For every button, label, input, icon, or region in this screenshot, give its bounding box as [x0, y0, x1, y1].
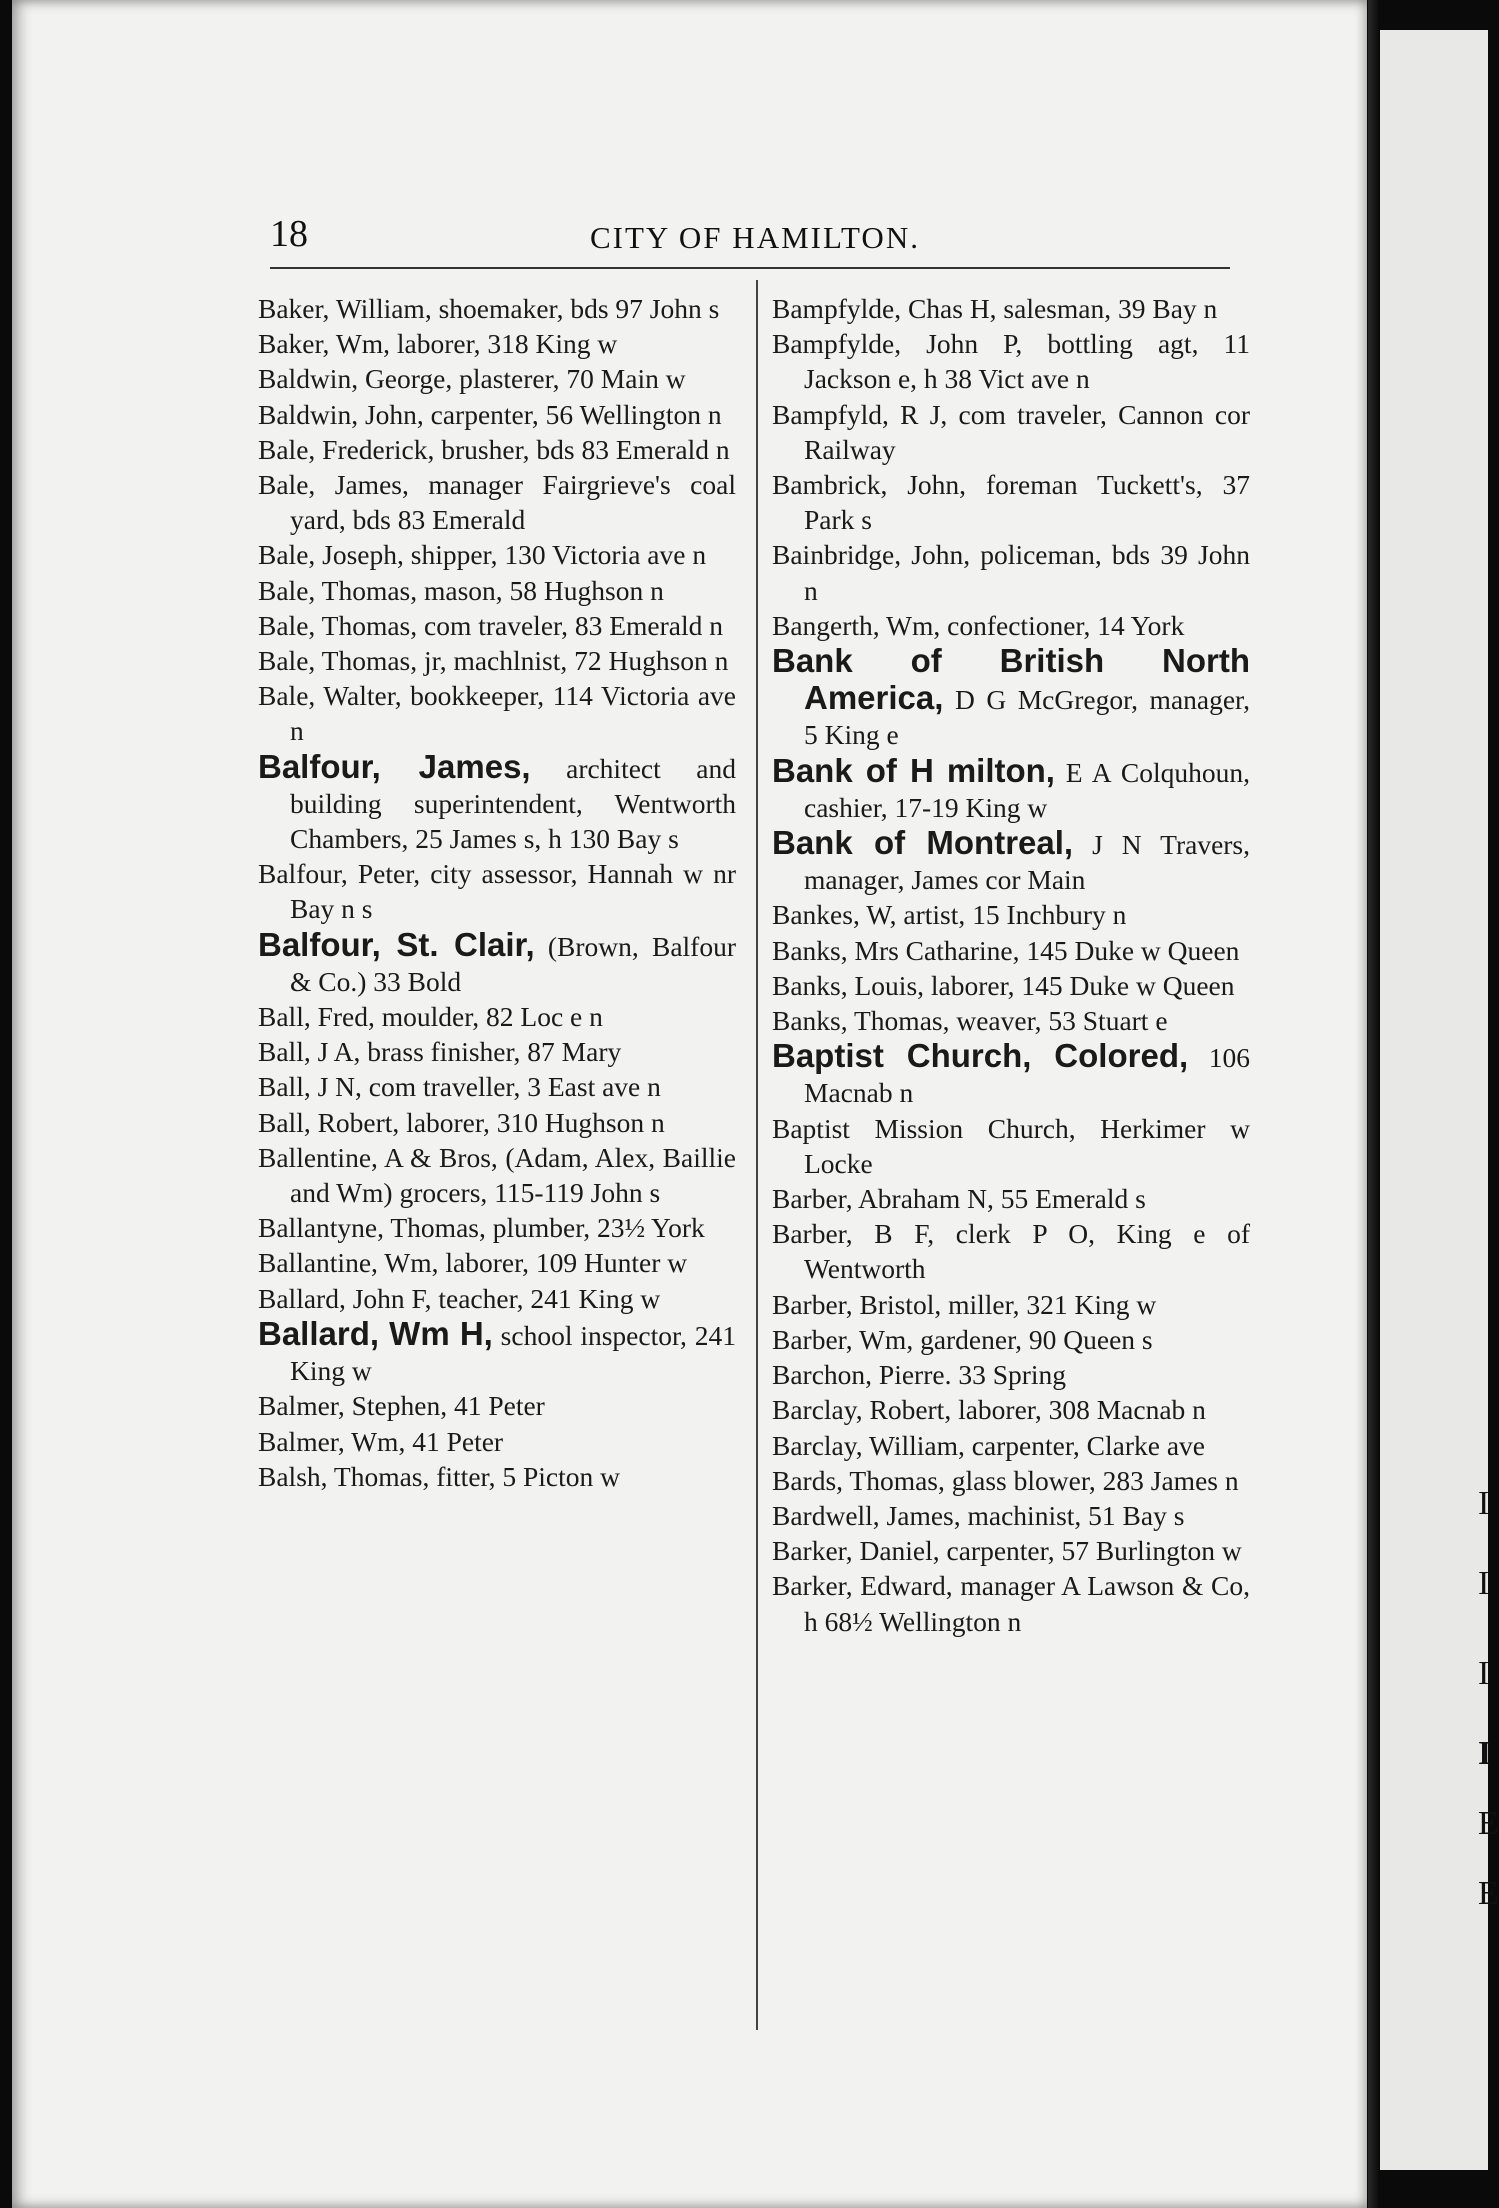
directory-entry: [258, 608, 736, 643]
entry-text: Bale, James, manager Fairgrieve's coal yard, bds 83 Emerald: [258, 469, 736, 536]
entry-text: architect and building superintendent, Wentworth Chambers, 25 James s, h 130 Bay s: [290, 752, 736, 855]
directory-entry: [258, 1210, 736, 1245]
column-divider: [756, 280, 758, 2030]
directory-entry: [258, 856, 736, 926]
directory-entry: [772, 753, 1250, 825]
entry-bold-name: Ballard, Wm H,: [258, 1314, 493, 1352]
page-number: 18: [270, 213, 308, 255]
entry-text: Barber, Abraham N, 55 Emerald s: [772, 1183, 1146, 1215]
adjacent-page-fragment: I: [1478, 1485, 1490, 1522]
entry-text: D G McGregor, manager, 5 King e: [804, 684, 1250, 751]
page-header: [270, 212, 1230, 262]
entry-text: Baptist Mission Church, Herkimer w Locke: [772, 1112, 1250, 1179]
directory-entry: [258, 291, 736, 326]
entry-text: Bale, Thomas, com traveler, 83 Emerald n: [258, 609, 723, 641]
directory-entry: [258, 678, 736, 748]
entry-text: Ball, Robert, laborer, 310 Hughson n: [258, 1106, 665, 1138]
entry-bold-name: Balfour, James,: [258, 747, 531, 785]
adjacent-page-edge: [1380, 30, 1499, 2170]
entry-text: Ball, J A, brass finisher, 87 Mary: [258, 1036, 622, 1068]
directory-entry: [258, 432, 736, 467]
entry-bold-name: Bank of Montreal,: [772, 824, 1074, 862]
entry-text: Bale, Joseph, shipper, 130 Victoria ave n: [258, 539, 707, 571]
entry-text: Barker, Daniel, carpenter, 57 Burlington w: [772, 1535, 1242, 1567]
entry-text: Banks, Louis, laborer, 145 Duke w Queen: [772, 969, 1235, 1001]
adjacent-page-fragment: I: [1478, 1655, 1490, 1692]
directory-entry: [258, 573, 736, 608]
entry-text: Balsh, Thomas, fitter, 5 Picton w: [258, 1460, 620, 1492]
entry-text: Ballantyne, Thomas, plumber, 23½ York: [258, 1212, 705, 1244]
directory-entry: [772, 1111, 1250, 1181]
entry-text: Baldwin, John, carpenter, 56 Wellington n: [258, 398, 722, 430]
directory-entry: [772, 1038, 1250, 1110]
entry-text: Bankes, W, artist, 15 Inchbury n: [772, 899, 1127, 931]
entry-text: Bangerth, Wm, confectioner, 14 York: [772, 609, 1185, 641]
entry-text: Balmer, Stephen, 41 Peter: [258, 1390, 545, 1422]
directory-entry: [772, 968, 1250, 1003]
entry-text: Barker, Edward, manager A Lawson & Co, h 68½ Wellington n: [772, 1570, 1250, 1637]
directory-entry: [258, 1105, 736, 1140]
directory-entry: [258, 1459, 736, 1494]
directory-entry: [258, 326, 736, 361]
entry-text: Barclay, William, carpenter, Clarke ave: [772, 1429, 1206, 1461]
directory-entry: [772, 1533, 1250, 1568]
adjacent-page-fragment: E: [1478, 1875, 1499, 1912]
left-column: [258, 291, 736, 1494]
directory-entry: [772, 1322, 1250, 1357]
entry-text: Balfour, Peter, city assessor, Hannah w nr Bay n s: [258, 858, 736, 925]
entry-bold-name: Bank of British North America,: [772, 642, 1250, 717]
directory-entry: [258, 643, 736, 678]
directory-entry: [258, 467, 736, 537]
directory-entry: [258, 1140, 736, 1210]
entry-text: Barclay, Robert, laborer, 308 Macnab n: [772, 1394, 1206, 1426]
entry-text: Bale, Thomas, mason, 58 Hughson n: [258, 574, 664, 606]
directory-entry: [772, 1463, 1250, 1498]
entry-text: Banks, Mrs Catharine, 145 Duke w Queen: [772, 934, 1240, 966]
directory-entry: [772, 1568, 1250, 1638]
entry-text: Bampfylde, John P, bottling agt, 11 Jackson e, h 38 Vict ave n: [772, 328, 1250, 395]
adjacent-page-fragment: I: [1478, 1565, 1490, 1602]
directory-entry: [258, 397, 736, 432]
entry-text: Barber, Wm, gardener, 90 Queen s: [772, 1323, 1153, 1355]
entry-text: Balmer, Wm, 41 Peter: [258, 1425, 504, 1457]
entry-text: Bambrick, John, foreman Tuckett's, 37 Park s: [772, 469, 1250, 536]
directory-entry: [258, 1069, 736, 1104]
entry-text: Barchon, Pierre. 33 Spring: [772, 1359, 1067, 1391]
entry-bold-name: Balfour, St. Clair,: [258, 925, 535, 963]
adjacent-page-fragment: E: [1478, 1805, 1499, 1842]
directory-entry: [772, 291, 1250, 326]
directory-entry: [258, 999, 736, 1034]
directory-entry: [258, 749, 736, 857]
entry-text: J N Travers, manager, James cor Main: [804, 829, 1251, 896]
directory-entry: [258, 927, 736, 999]
entry-text: Barber, B F, clerk P O, King e of Wentworth: [772, 1218, 1250, 1285]
directory-entry: [772, 825, 1250, 897]
entry-text: Baker, William, shoemaker, bds 97 John s: [258, 293, 720, 324]
directory-entry: [258, 1316, 736, 1388]
directory-entry: [772, 608, 1250, 643]
directory-entry: [772, 933, 1250, 968]
entry-text: Ballantine, Wm, laborer, 109 Hunter w: [258, 1247, 688, 1279]
directory-entry: [258, 1388, 736, 1423]
directory-entry: [772, 1428, 1250, 1463]
entry-text: 106 Macnab n: [804, 1042, 1251, 1109]
entry-bold-name: Baptist Church, Colored,: [772, 1037, 1189, 1075]
entry-text: Baldwin, George, plasterer, 70 Main w: [258, 363, 686, 395]
page-edge: [1368, 0, 1378, 2208]
entry-text: (Brown, Balfour & Co.) 33 Bold: [290, 930, 736, 997]
directory-entry: [772, 537, 1250, 607]
directory-entry: [258, 1034, 736, 1069]
directory-entry: [258, 1424, 736, 1459]
entry-text: Bards, Thomas, glass blower, 283 James n: [772, 1464, 1239, 1496]
running-title: CITY OF HAMILTON.: [590, 220, 920, 255]
directory-entry: [772, 467, 1250, 537]
directory-entry: [772, 643, 1250, 753]
directory-entry: [772, 397, 1250, 467]
directory-entry: [258, 537, 736, 572]
entry-text: Baker, Wm, laborer, 318 King w: [258, 328, 618, 360]
entry-text: Bardwell, James, machinist, 51 Bay s: [772, 1499, 1185, 1531]
directory-entry: [772, 1216, 1250, 1286]
entry-text: Ballard, John F, teacher, 241 King w: [258, 1282, 661, 1314]
entry-text: Bale, Thomas, jr, machlnist, 72 Hughson n: [258, 645, 729, 677]
entry-text: Ballentine, A & Bros, (Adam, Alex, Baillie and Wm) grocers, 115-119 John s: [258, 1141, 736, 1209]
entry-text: Ball, Fred, moulder, 82 Loc e n: [258, 1001, 603, 1033]
directory-entry: [258, 1245, 736, 1280]
entry-text: Banks, Thomas, weaver, 53 Stuart e: [772, 1005, 1168, 1037]
directory-entry: [772, 1498, 1250, 1533]
directory-entry: [772, 897, 1250, 932]
entry-text: Ball, J N, com traveller, 3 East ave n: [258, 1071, 661, 1103]
entry-text: Bale, Frederick, brusher, bds 83 Emerald n: [258, 433, 730, 465]
entry-text: Bainbridge, John, policeman, bds 39 John n: [772, 539, 1250, 606]
directory-entry: [772, 1392, 1250, 1427]
entry-text: E A Colquhoun, cashier, 17-19 King w: [804, 756, 1250, 823]
directory-entry: [772, 1181, 1250, 1216]
directory-entry: [772, 1357, 1250, 1392]
entry-text: Bampfylde, Chas H, salesman, 39 Bay n: [772, 293, 1218, 324]
directory-entry: [258, 361, 736, 396]
directory-entry: [772, 1003, 1250, 1038]
directory-entry: [772, 326, 1250, 396]
header-rule: [270, 267, 1230, 269]
entry-text: school inspector, 241 King w: [290, 1319, 737, 1387]
entry-text: Bale, Walter, bookkeeper, 114 Victoria ave n: [258, 680, 736, 747]
right-column: [772, 291, 1250, 1639]
entry-text: Bampfyld, R J, com traveler, Cannon cor Railway: [772, 398, 1250, 465]
directory-entry: [258, 1281, 736, 1316]
directory-entry: [772, 1287, 1250, 1322]
adjacent-page-fragment: I: [1478, 1735, 1492, 1772]
entry-bold-name: Bank of H milton,: [772, 751, 1055, 789]
entry-text: Barber, Bristol, miller, 321 King w: [772, 1288, 1157, 1320]
